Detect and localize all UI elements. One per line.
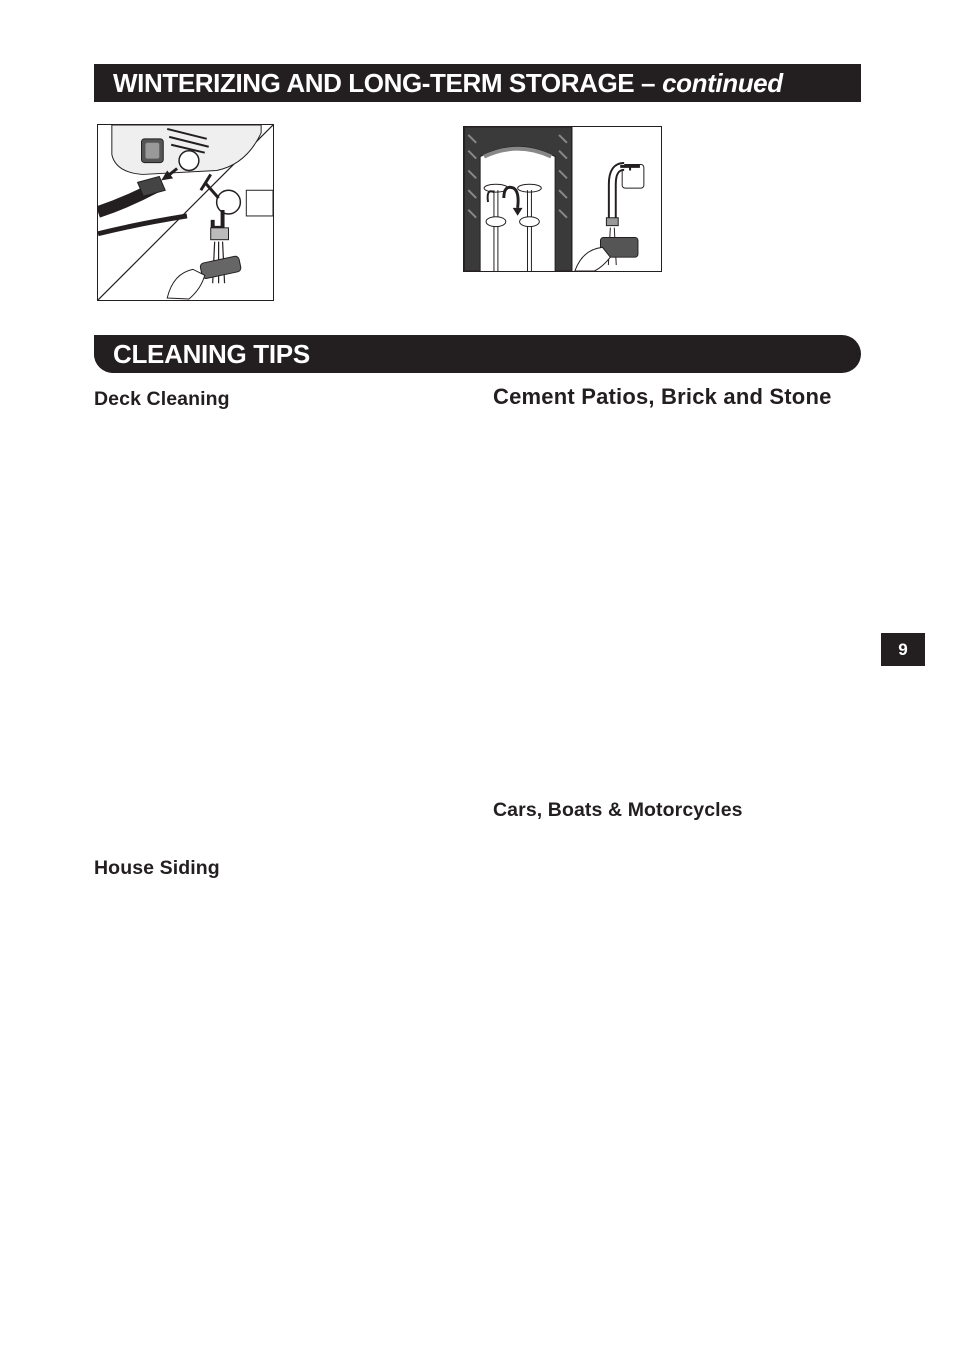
heading-house-siding: House Siding [94,857,220,879]
storage-hooks-drawing [464,127,661,271]
section-banner-cleaning-tips [94,335,861,373]
page-header-continued: continued [662,67,783,98]
hose-disconnect-drawing [98,125,273,300]
page-header-title: WINTERIZING AND LONG-TERM STORAGE – [113,67,656,98]
page-number-tab [881,633,925,666]
illustration-hose-disconnect [97,124,274,301]
page-header-bar [94,64,861,102]
section-title: CLEANING TIPS [113,338,310,369]
heading-cement-patios: Cement Patios, Brick and Stone [493,384,832,409]
heading-deck-cleaning: Deck Cleaning [94,388,230,410]
heading-cars-boats-motorcycles: Cars, Boats & Motorcycles [493,799,743,821]
illustration-storage-hooks [463,126,662,272]
page-number: 9 [898,639,908,659]
